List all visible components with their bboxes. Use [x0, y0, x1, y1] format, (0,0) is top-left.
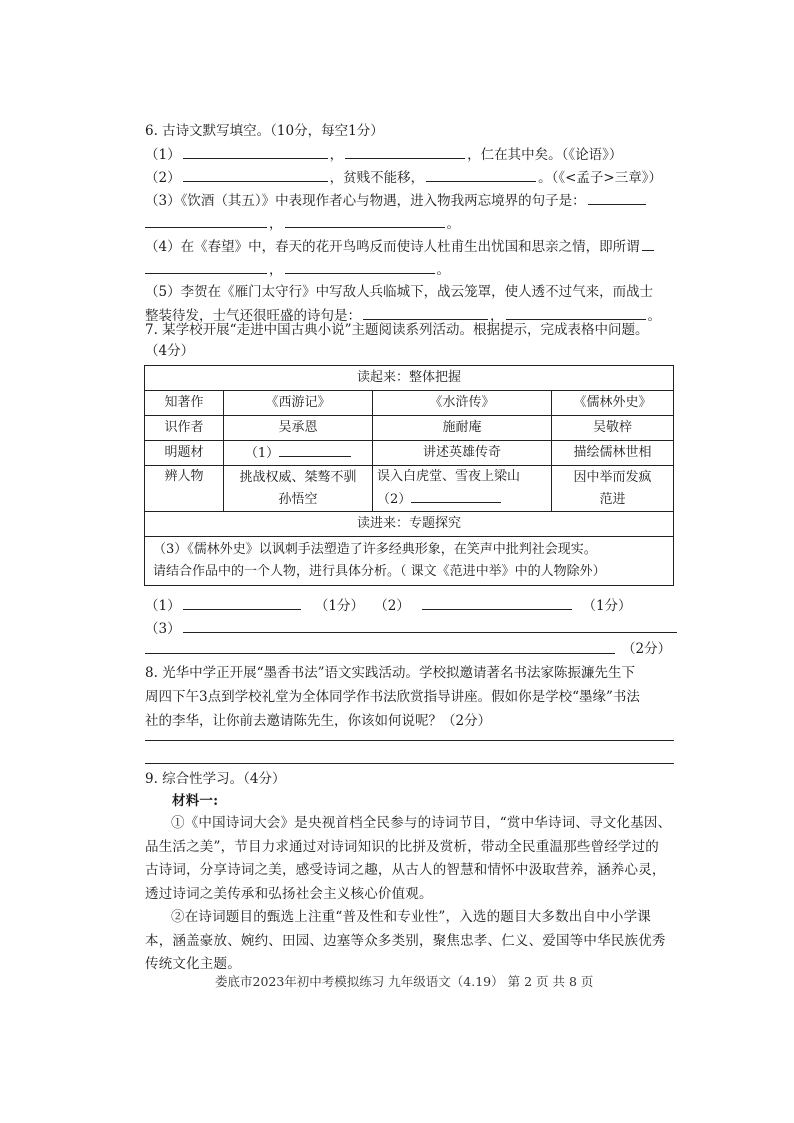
q6-l1-end: ，仁在其中矣。（《论语》）	[467, 147, 623, 163]
table-cell	[224, 466, 373, 512]
q6-title: 6. 古诗文默写填空。（10分，每空1分）	[145, 123, 384, 139]
q6-line-3b	[145, 212, 460, 235]
answer-blank[interactable]	[183, 617, 677, 633]
score-label: （1分）	[314, 598, 364, 614]
blank-label: （2）	[377, 492, 412, 507]
material-line: ①《中国诗词大会》是央视首档全民参与的诗词节目，“赏中华诗词、寻文化基因、	[171, 815, 672, 831]
answer-blank[interactable]	[183, 143, 328, 159]
row-label: 辨人物	[145, 466, 224, 512]
table-cell	[552, 466, 674, 512]
character-name: 范进	[599, 491, 626, 507]
table-cell	[373, 466, 552, 512]
q6-line-3	[145, 189, 648, 212]
answer-blank[interactable]	[145, 212, 267, 228]
answer-blank[interactable]	[411, 488, 501, 503]
q6-line-2	[145, 166, 662, 189]
row-label: 明题材	[145, 441, 224, 466]
character-desc: 因中举而发疯	[573, 469, 652, 485]
q6-l3b-end: 。	[446, 216, 460, 232]
answer-blank[interactable]	[363, 304, 488, 320]
q7-answer-row-1	[145, 594, 632, 617]
q6-l5b-sep: ，	[490, 308, 504, 324]
answer-label: （1）	[145, 598, 181, 614]
material-line: ②在诗词题目的甄选上注重“普及性和专业性”，入选的题目大多数出自中小学课	[171, 909, 652, 925]
answer-blank[interactable]	[422, 594, 572, 610]
table-cell: 《儒林外史》	[552, 391, 674, 416]
q6-line-4b	[145, 258, 450, 281]
task-line: 请结合作品中的一个人物，进行具体分析。（ 课文《范进中举》中的人物除外）	[153, 564, 606, 579]
answer-blank[interactable]	[588, 189, 646, 205]
q6-l5b-end: 。	[647, 308, 661, 324]
character-desc: 挑战权威、桀骜不驯	[239, 469, 357, 485]
q7-score-3: （2分）	[622, 641, 672, 657]
q8-line: 周四下午3点到学校礼堂为全体同学作书法欣赏指导讲座。假如你是学校“墨缘”书法	[145, 689, 640, 705]
table-cell: 讲述英雄传奇	[373, 441, 552, 466]
material-line: 品生活之美”，节目力求通过对诗词知识的比拼及赏析，带动全民重温那些曾经学过的	[145, 838, 660, 855]
answer-blank[interactable]	[642, 235, 654, 251]
q9-title: 9. 综合性学习。（4分）	[145, 771, 286, 787]
q6-l1-sep: ，	[329, 147, 344, 163]
q6-l2-mid: ，贫贱不能移，	[329, 170, 425, 186]
table-cell: 吴敬梓	[552, 416, 674, 441]
table-cell: 《西游记》	[224, 391, 373, 416]
material-label: 材料一:	[172, 793, 219, 809]
table-section-header: 读起来：整体把握	[145, 366, 674, 391]
q8-line: 8. 光华中学正开展“墨香书法”语文实践活动。学校拟邀请著名书法家陈振濂先生下	[145, 665, 635, 681]
material-line: 透过诗词之美传承和弘扬社会主义核心价值观。	[145, 885, 433, 902]
answer-blank[interactable]	[506, 304, 646, 320]
answer-line[interactable]	[145, 653, 615, 654]
answer-line[interactable]	[145, 763, 674, 764]
table-section-header: 读进来：专题探究	[145, 512, 674, 537]
answer-blank[interactable]	[345, 143, 465, 159]
task-line: （3）《儒林外史》以讽刺手法塑造了许多经典形象，在笑声中批判社会现实。	[153, 542, 597, 557]
material-line: 古诗词，分享诗词之美，感受诗词之趣，从古人的智慧和情怀中汲取营养，涵养心灵，	[145, 862, 666, 878]
q6-l1-prefix: （1）	[145, 147, 181, 163]
q6-line-4	[145, 235, 656, 258]
material-line: 传统文化主题。	[145, 956, 241, 972]
answer-blank[interactable]	[183, 166, 328, 182]
q6-l3-text: （3）《饮酒（其五）》中表现作者心与物遇，进入物我两忘境界的句子是：	[145, 193, 586, 209]
answer-blank[interactable]	[285, 212, 445, 228]
answer-line[interactable]	[145, 740, 674, 741]
q7-title: 7. 某学校开展“走进中国古典小说”主题阅读系列活动。根据提示，完成表格中问题。	[145, 322, 649, 338]
row-label: 知著作	[145, 391, 224, 416]
character-desc: 误入白虎堂、雪夜上梁山	[377, 469, 521, 484]
q6-l5b-prefix: 整装待发，士气还很旺盛的诗句是：	[145, 308, 361, 324]
page-footer: 娄底市2023年初中考模拟练习 九年级语文（4.19） 第 2 页 共 8 页	[215, 974, 594, 989]
table-cell: 《水浒传》	[373, 391, 552, 416]
answer-label: （3）	[145, 621, 181, 637]
answer-blank[interactable]	[183, 594, 301, 610]
table-cell-blank	[224, 441, 373, 466]
q7-score: （4分）	[145, 343, 195, 359]
answer-blank[interactable]	[285, 258, 435, 274]
row-label: 识作者	[145, 416, 224, 441]
material-line: 本，涵盖豪放、婉约、田园、边塞等众多类别，聚焦忠孝、仁义、爱国等中华民族优秀	[145, 932, 666, 949]
q6-l2-prefix: （2）	[145, 170, 181, 186]
q6-line-1	[145, 143, 622, 166]
q8-prompt	[145, 661, 675, 733]
table-cell: 吴承恩	[224, 416, 373, 441]
q6-line-5: （5）李贺在《雁门太守行》中写敌人兵临城下，战云笼罩，使人透不过气来，而战士	[145, 284, 654, 300]
table-cell: 施耐庵	[373, 416, 552, 441]
q7-answer-row-3	[145, 617, 679, 640]
q6-l4-text: （4）在《春望》中，春天的花开鸟鸣反而使诗人杜甫生出忧国和思亲之情，即所谓	[145, 239, 640, 255]
blank-label: （1）	[244, 445, 280, 461]
answer-blank[interactable]	[426, 166, 536, 182]
character-name: 孙悟空	[278, 491, 318, 507]
q6-l4b-end: 。	[436, 262, 450, 278]
material-text	[145, 812, 675, 977]
answer-blank[interactable]	[145, 258, 267, 274]
q8-line: 社的李华，让你前去邀请陈先生，你该如何说呢？（2分）	[145, 713, 492, 729]
character-blank-row	[377, 488, 547, 511]
table-task-cell	[145, 537, 674, 586]
q6-l3b-sep: ，	[269, 216, 283, 232]
answer-blank[interactable]	[279, 442, 351, 457]
q6-l2-end: 。（《<孟子>三章》）	[538, 170, 662, 186]
table-cell: 描绘儒林世相	[552, 441, 674, 466]
q6-l4b-sep: ，	[269, 262, 283, 278]
reading-table	[144, 365, 674, 586]
score-label: （1分）	[582, 598, 632, 614]
answer-label: （2）	[374, 598, 410, 614]
